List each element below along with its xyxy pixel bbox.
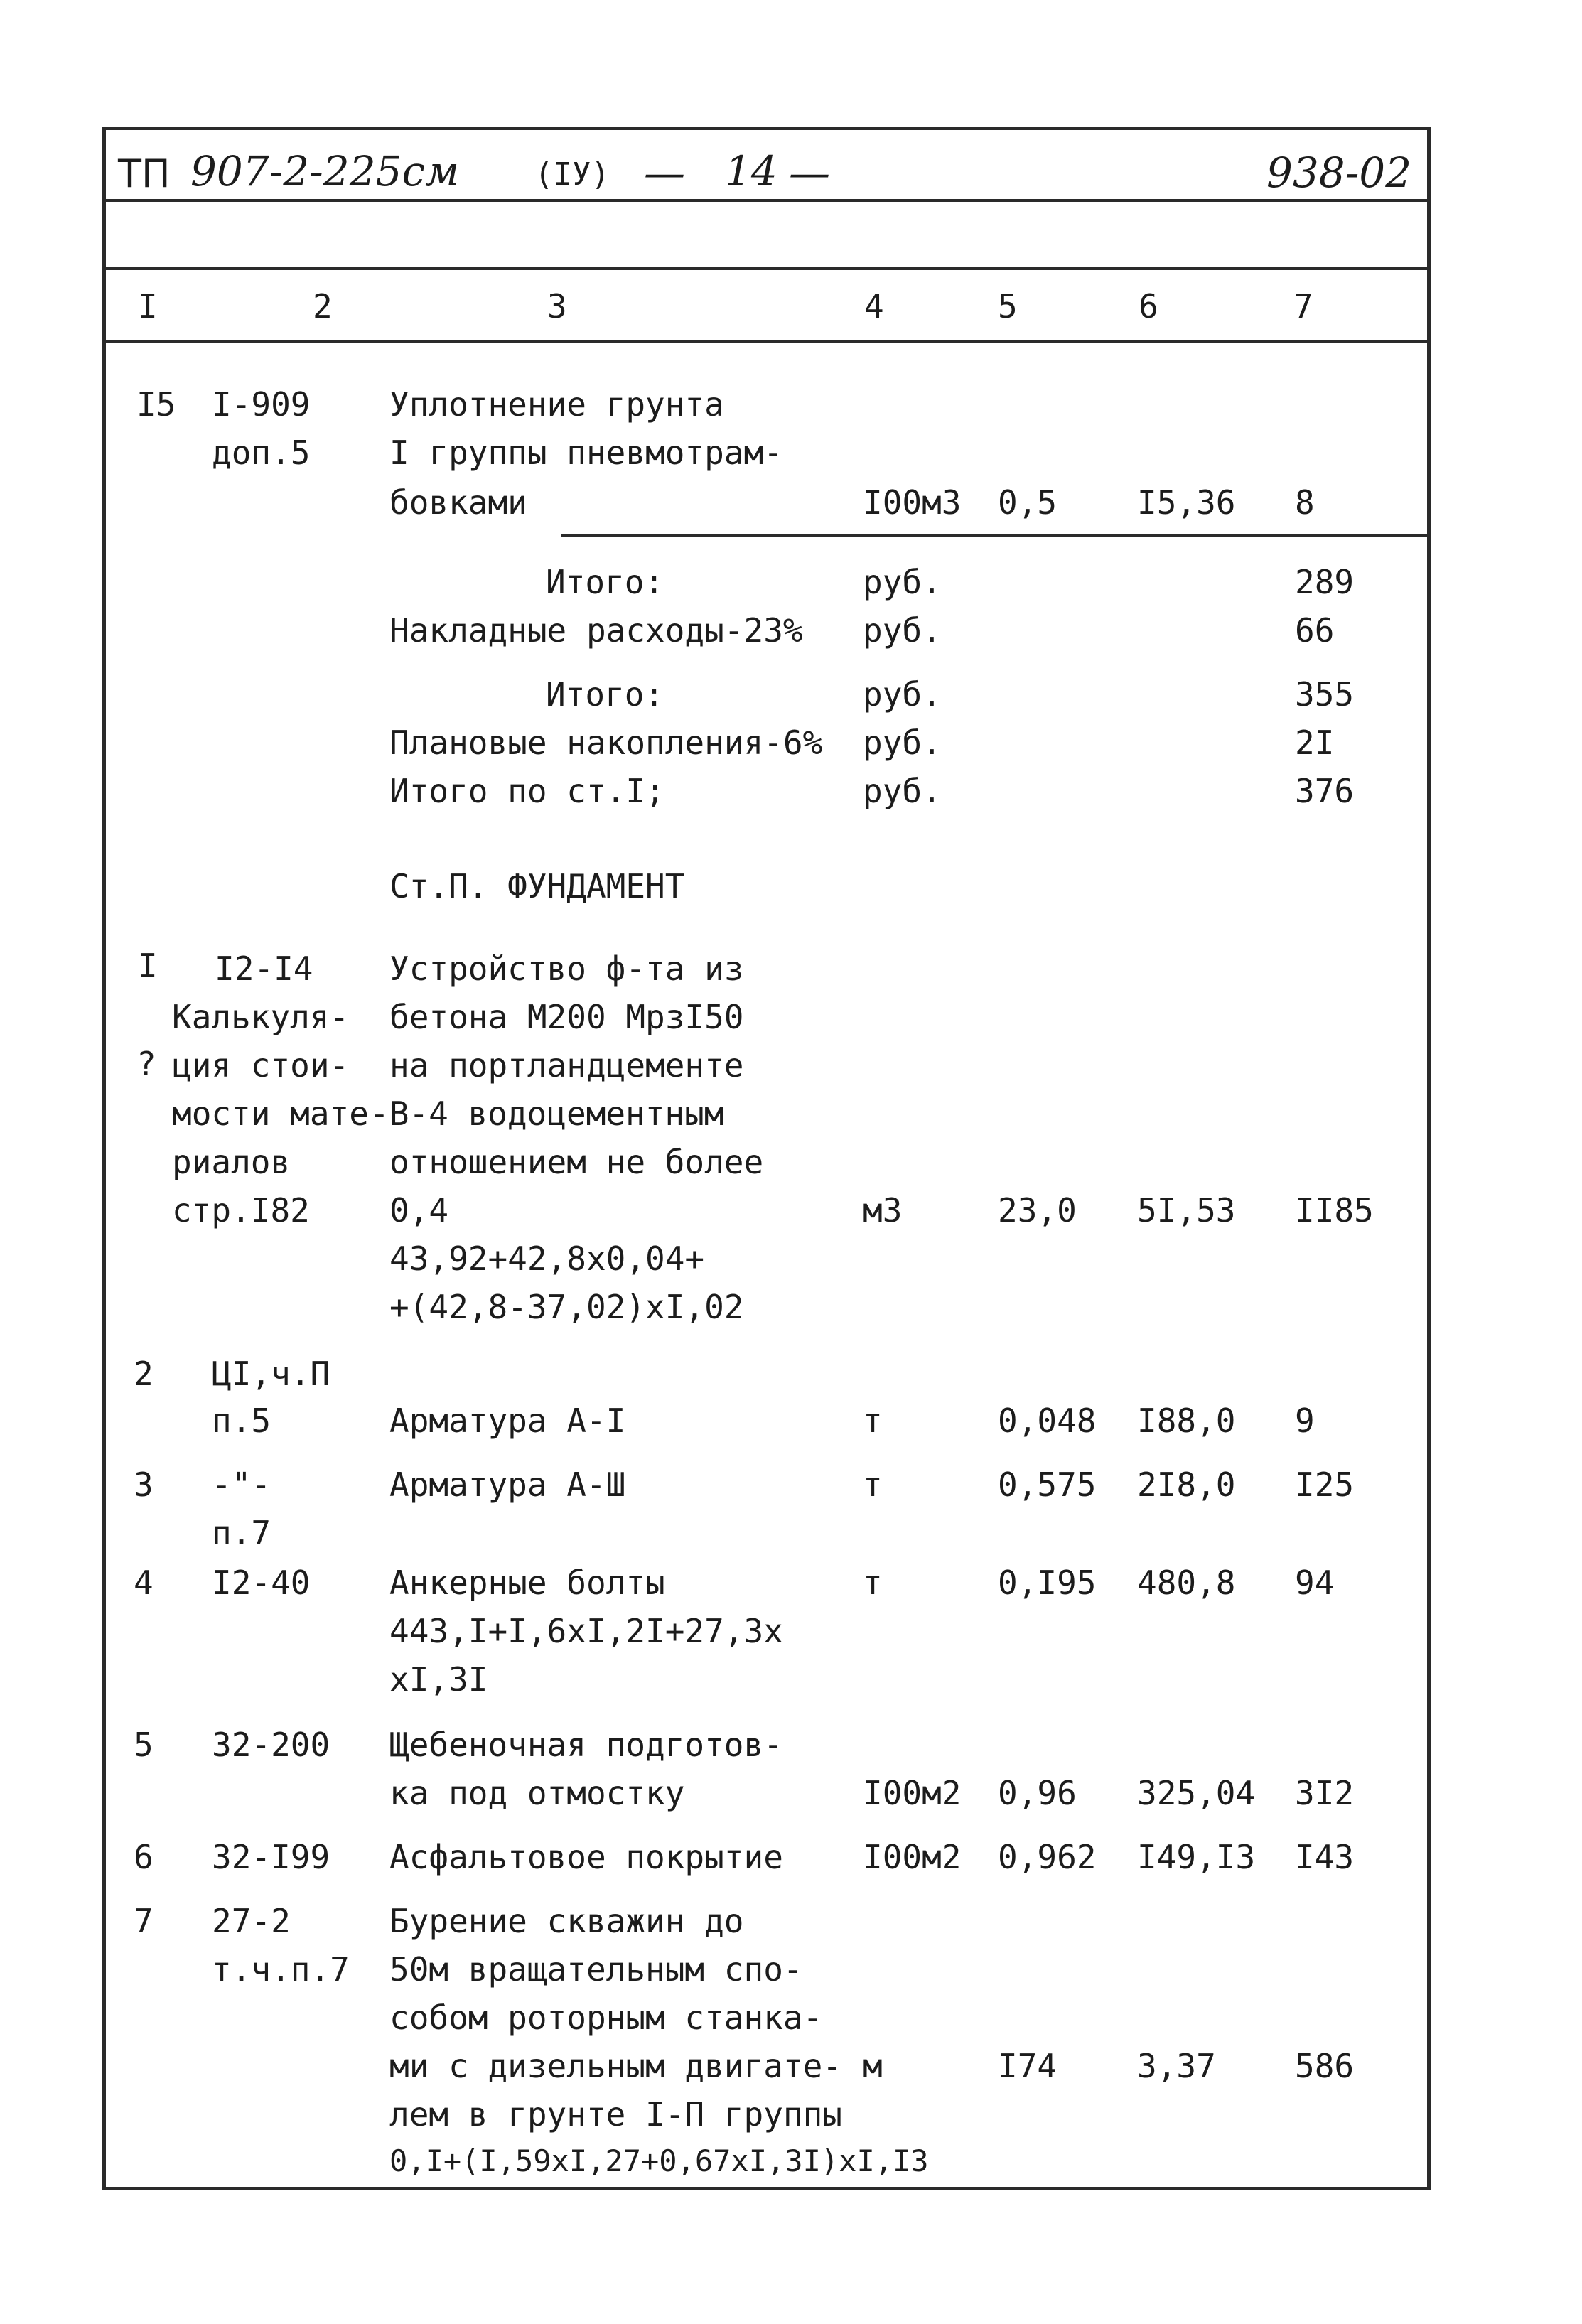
row-price: I49,I3 bbox=[1137, 1838, 1256, 1876]
row-code-line: 27-2 bbox=[212, 1902, 291, 1940]
summary-unit: руб. bbox=[863, 563, 942, 601]
summary-value: 66 bbox=[1295, 611, 1335, 650]
row-num: 3 bbox=[134, 1465, 154, 1504]
summary-unit: руб. bbox=[863, 723, 942, 762]
row-num: 6 bbox=[134, 1838, 154, 1876]
row-unit: I00м2 bbox=[863, 1838, 962, 1876]
row-code-line: п.5 bbox=[212, 1402, 271, 1440]
row15-desc-line: Уплотнение грунта bbox=[389, 385, 724, 424]
row15-code-line: доп.5 bbox=[212, 434, 311, 472]
header-divider bbox=[102, 199, 1431, 202]
frame-top-border bbox=[102, 127, 1431, 130]
summary-unit: руб. bbox=[863, 675, 942, 714]
summary-label: Итого по ст.I; bbox=[389, 772, 665, 810]
row-total: 9 bbox=[1295, 1402, 1315, 1440]
row-desc-line: Бурение скважин до bbox=[389, 1902, 744, 1940]
page-dash-left: — bbox=[644, 149, 685, 197]
row-num: 4 bbox=[134, 1564, 154, 1602]
row-code-line: -"- bbox=[212, 1465, 271, 1504]
frame-right-border bbox=[1427, 127, 1431, 2190]
row-qty: I74 bbox=[998, 2047, 1058, 2085]
row-total: 586 bbox=[1295, 2047, 1355, 2085]
col-header-5: 5 bbox=[998, 287, 1018, 326]
row-code-line: мости мате- bbox=[172, 1094, 389, 1133]
summary-value: 289 bbox=[1295, 563, 1355, 601]
frame-bottom-border bbox=[102, 2187, 1431, 2190]
row15-underline bbox=[561, 534, 1431, 537]
column-header-top-line bbox=[102, 267, 1431, 270]
row-code-line: стр.I82 bbox=[172, 1191, 310, 1230]
row-desc-line: 43,92+42,8х0,04+ bbox=[389, 1239, 705, 1278]
row-desc-line: Арматура А-I bbox=[389, 1402, 626, 1440]
row-code-line: ЦI,ч.П bbox=[212, 1355, 330, 1393]
row-price: 3,37 bbox=[1137, 2047, 1216, 2085]
row-qty: 0,048 bbox=[998, 1402, 1097, 1440]
frame-left-border bbox=[102, 127, 106, 2190]
summary-label: Итого: bbox=[546, 675, 664, 714]
row-unit: м3 bbox=[863, 1191, 903, 1230]
row-desc-line: 443,I+I,6хI,2I+27,3х bbox=[389, 1612, 783, 1650]
row-code-line: I2-40 bbox=[212, 1564, 311, 1602]
row15-desc-line: бовками bbox=[389, 483, 527, 522]
row15-price: I5,36 bbox=[1137, 483, 1236, 522]
row-desc-line: ка под отмостку bbox=[389, 1774, 685, 1812]
row-price: 5I,53 bbox=[1137, 1191, 1236, 1230]
summary-label: Плановые накопления-6% bbox=[389, 723, 823, 762]
col-header-4: 4 bbox=[864, 287, 884, 326]
row-qty: 23,0 bbox=[998, 1191, 1077, 1230]
row-desc-line: собом роторным станка- bbox=[389, 1998, 823, 2037]
summary-unit: руб. bbox=[863, 772, 942, 810]
row-price: I88,0 bbox=[1137, 1402, 1236, 1440]
row-price: 2I8,0 bbox=[1137, 1465, 1236, 1504]
row-code-line: т.ч.п.7 bbox=[212, 1950, 350, 1989]
row-desc-line: Устройство ф-та из bbox=[389, 949, 744, 988]
row-desc-line: +(42,8-37,02)хI,02 bbox=[389, 1288, 744, 1326]
row-desc-line: лем в грунте I-П группы bbox=[389, 2095, 842, 2134]
row15-desc-line: I группы пневмотрам- bbox=[389, 434, 783, 472]
row-num: I bbox=[138, 947, 158, 985]
summary-label: Итого: bbox=[546, 563, 664, 601]
row-qty: 0,96 bbox=[998, 1774, 1077, 1812]
row15-total: 8 bbox=[1295, 483, 1315, 522]
row-total: 94 bbox=[1295, 1564, 1335, 1602]
row-num-extra: ? bbox=[136, 1045, 156, 1083]
col-header-7: 7 bbox=[1293, 287, 1313, 326]
row-total: 3I2 bbox=[1295, 1774, 1355, 1812]
row-qty: 0,I95 bbox=[998, 1564, 1097, 1602]
row-code-line: ция стои- bbox=[172, 1046, 350, 1085]
row15-code-line: I-909 bbox=[212, 385, 311, 424]
row-desc-line: Арматура А-Ш bbox=[389, 1465, 626, 1504]
sheet-code: 938-02 bbox=[1266, 149, 1412, 197]
row-desc-line: 50м вращательным спо- bbox=[389, 1950, 803, 1989]
tp-prefix: ТП bbox=[118, 151, 171, 196]
col-header-6: 6 bbox=[1139, 287, 1158, 326]
row-price: 325,04 bbox=[1137, 1774, 1256, 1812]
row-total: I43 bbox=[1295, 1838, 1355, 1876]
row15-unit: I00м3 bbox=[863, 483, 962, 522]
row-desc-line: ми с дизельным двигате- bbox=[389, 2047, 842, 2085]
row-num: 5 bbox=[134, 1726, 154, 1764]
row-unit: т bbox=[863, 1465, 883, 1504]
row-desc-line: на портландцементе bbox=[389, 1046, 744, 1085]
row-unit: I00м2 bbox=[863, 1774, 962, 1812]
row-price: 480,8 bbox=[1137, 1564, 1236, 1602]
page-number: 14 bbox=[725, 147, 777, 195]
row-code-line: Калькуля- bbox=[172, 998, 350, 1036]
row15-num: I5 bbox=[136, 385, 176, 424]
row-unit: т bbox=[863, 1402, 883, 1440]
row-unit: т bbox=[863, 1564, 883, 1602]
col-header-2: 2 bbox=[313, 287, 333, 326]
row-desc-line: хI,3I bbox=[389, 1660, 488, 1699]
col-header-1: I bbox=[138, 287, 158, 326]
row-desc-line: -В-4 водоцементным bbox=[370, 1094, 724, 1133]
row-qty: 0,575 bbox=[998, 1465, 1097, 1504]
row-desc-line: бетона М200 МрзI50 bbox=[389, 998, 744, 1036]
row-qty: 0,962 bbox=[998, 1838, 1097, 1876]
summary-unit: руб. bbox=[863, 611, 942, 650]
row-num: 7 bbox=[134, 1902, 154, 1940]
row-desc-line: Анкерные болты bbox=[389, 1564, 665, 1602]
row-total: II85 bbox=[1295, 1191, 1374, 1230]
row-code-line: I2-I4 bbox=[215, 949, 313, 988]
summary-value: 376 bbox=[1295, 772, 1355, 810]
row15-qty: 0,5 bbox=[998, 483, 1058, 522]
row-desc-line: 0,I+(I,59хI,27+0,67хI,3I)хI,I3 bbox=[389, 2143, 929, 2178]
row-code-line: 32-200 bbox=[212, 1726, 330, 1764]
volume-label: (IУ) bbox=[534, 156, 610, 193]
column-header-bottom-line bbox=[102, 340, 1431, 343]
section-title: Ст.П. ФУНДАМЕНТ bbox=[389, 867, 685, 905]
row-total: I25 bbox=[1295, 1465, 1355, 1504]
row-code-line: риалов bbox=[172, 1143, 291, 1181]
row-num: 2 bbox=[134, 1355, 154, 1393]
col-header-3: 3 bbox=[547, 287, 567, 326]
summary-value: 2I bbox=[1295, 723, 1335, 762]
row-desc-line: отношением не более bbox=[389, 1143, 764, 1181]
row-desc-line: Щебеночная подготов- bbox=[389, 1726, 783, 1764]
page-dash-right: — bbox=[789, 149, 830, 197]
summary-label: Накладные расходы-23% bbox=[389, 611, 803, 650]
row-code-line: п.7 bbox=[212, 1514, 271, 1552]
row-desc-line: 0,4 bbox=[389, 1191, 449, 1230]
row-code-line: 32-I99 bbox=[212, 1838, 330, 1876]
summary-value: 355 bbox=[1295, 675, 1355, 714]
project-code: 907-2-225см bbox=[190, 147, 460, 195]
row-desc-line: Асфальтовое покрытие bbox=[389, 1838, 783, 1876]
row-unit: м bbox=[863, 2047, 883, 2085]
